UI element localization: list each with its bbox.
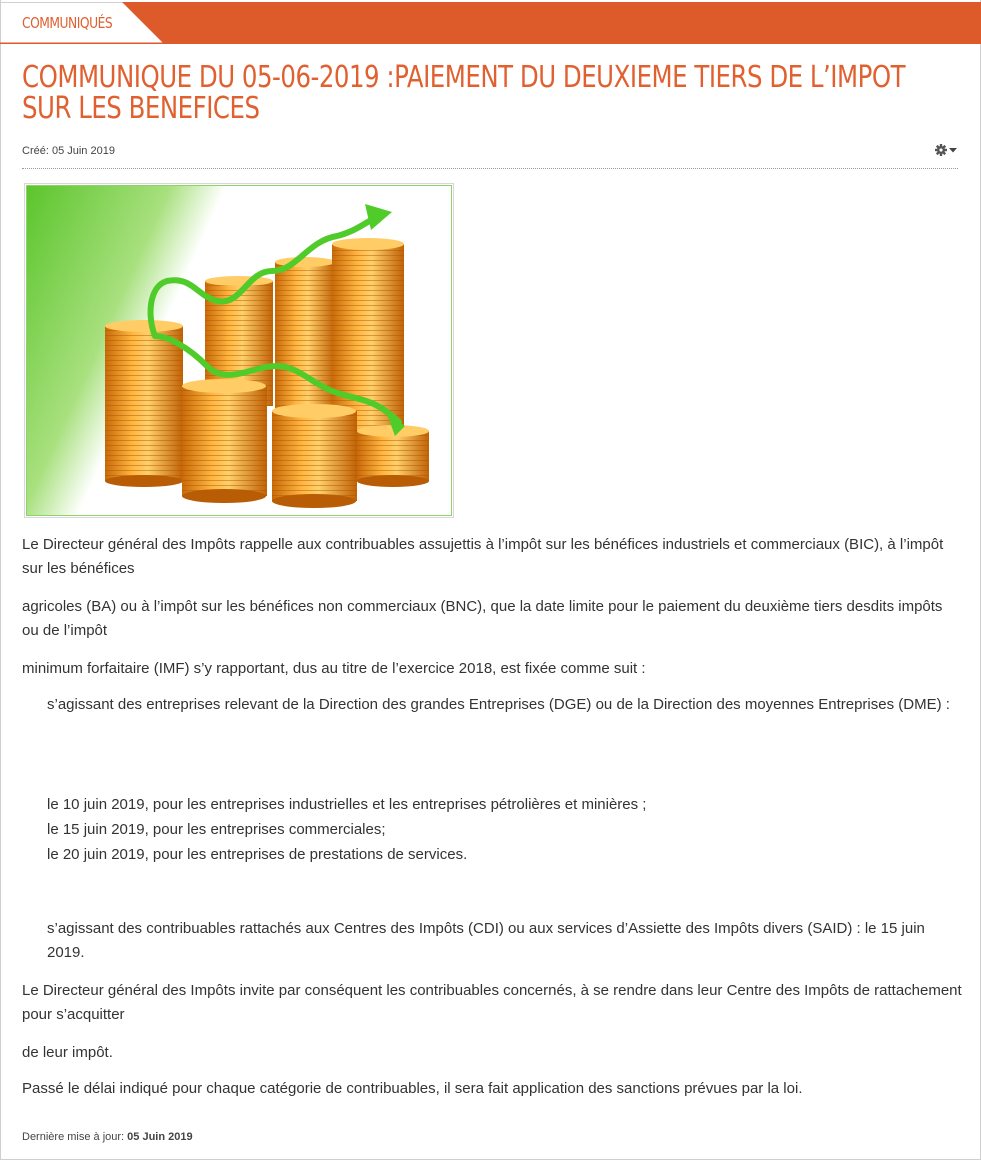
coin-stack-7 xyxy=(357,425,429,487)
paragraph-dge-dme: s’agissant des entreprises relevant de la Direction des grandes Entreprises (DGE) ou de la Direction des moyennes Entreprises (DME) : xyxy=(47,696,950,713)
section-header-tab-shape xyxy=(0,2,981,44)
last-updated-date: 05 Juin 2019 xyxy=(127,1131,193,1143)
paragraph: Le Directeur général des Impôts invite par conséquent les contribuables concernés, à se rendre dans leur Centre des Impôts de rattachement pour s’acquitter xyxy=(22,982,962,1023)
coin-stack-1 xyxy=(105,320,183,487)
paragraph: Passé le délai indiqué pour chaque catégorie de contribuables, il sera fait application des sanctions prévues par la loi. xyxy=(22,1080,803,1097)
paragraph-cdi-said: s’agissant des contribuables rattachés aux Centres des Impôts (CDI) ou aux services d’Assiette des Impôts divers (SAID) : le 15 juin 2019. xyxy=(47,920,925,961)
last-updated-label: Dernière mise à jour: xyxy=(22,1131,125,1143)
coin-stack-6 xyxy=(272,404,357,508)
list-item: le 20 juin 2019, pour les entreprises de prestations de services. xyxy=(47,846,468,863)
article-tools-button[interactable] xyxy=(935,143,959,157)
last-updated xyxy=(22,1131,193,1143)
paragraph: de leur impôt. xyxy=(22,1044,113,1061)
list-item: le 10 juin 2019, pour les entreprises industrielles et les entreprises pétrolières et minières ; xyxy=(47,796,647,813)
section-title[interactable]: COMMUNIQUÉS xyxy=(22,14,113,32)
title-separator xyxy=(22,168,958,169)
section-header xyxy=(0,2,981,44)
paragraph: agricoles (BA) ou à l’impôt sur les bénéfices non commerciaux (BNC), que la date limite pour le paiement du deuxième tiers desdits impôts ou de l’impôt xyxy=(22,598,943,639)
article-image xyxy=(26,185,452,516)
coin-stack-5 xyxy=(182,379,267,503)
caret-down-icon xyxy=(949,148,957,153)
paragraph: Le Directeur général des Impôts rappelle aux contribuables assujettis à l’impôt sur les bénéfices industriels et commerciaux (BIC), à l’impôt sur les bénéfices xyxy=(22,536,944,577)
created-date: Créé: 05 Juin 2019 xyxy=(22,145,115,157)
article-title: COMMUNIQUE DU 05-06-2019 :PAIEMENT DU DEUXIEME TIERS DE L’IMPOT SUR LES BENEFICES xyxy=(22,60,906,126)
coins-growth-chart-illustration xyxy=(27,186,451,515)
gear-icon xyxy=(935,144,947,156)
paragraph: minimum forfaitaire (IMF) s’y rapportant, dus au titre de l’exercice 2018, est fixée comme suit : xyxy=(22,660,646,677)
list-item: le 15 juin 2019, pour les entreprises commerciales; xyxy=(47,821,386,838)
